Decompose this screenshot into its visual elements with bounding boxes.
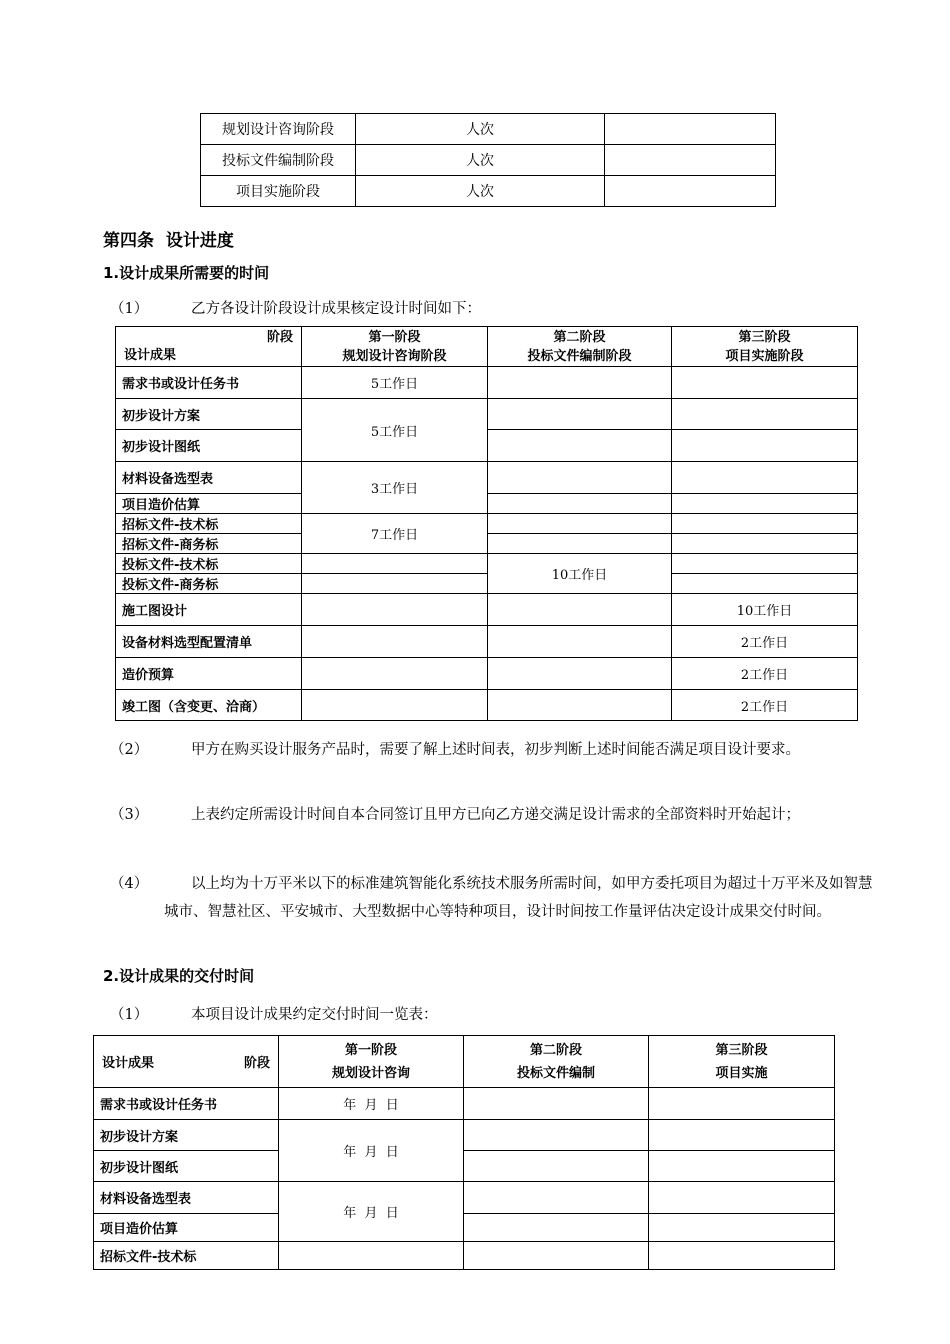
row-label: 设备材料选型配置清单	[116, 626, 302, 658]
section1-item1	[110, 295, 875, 323]
stage-unit: 人次	[356, 176, 605, 207]
date-field: 年 月 日	[279, 1120, 464, 1182]
item-number: （1）	[110, 1007, 149, 1023]
item-number: （4）	[110, 876, 149, 892]
section2-title: 2.设计成果的交付时间	[103, 967, 255, 985]
cell-duration: 2工作日	[672, 626, 858, 658]
delivery-time-table	[93, 1035, 835, 1270]
row-label: 初步设计方案	[116, 399, 302, 430]
row-label: 投标文件-商务标	[116, 574, 302, 594]
corner-result-label: 设计成果	[124, 347, 177, 363]
item-text: 上表约定所需设计时间自本合同签订且甲方已向乙方递交满足设计需求的全部资料时开始起计；	[191, 807, 800, 823]
section1-item4	[110, 870, 875, 954]
item-number: （3）	[110, 807, 149, 823]
corner-result-label: 设计成果	[102, 1056, 155, 1071]
row-label: 竣工图（含变更、洽商）	[116, 690, 302, 721]
row-label: 招标文件-技术标	[94, 1242, 279, 1270]
row-label: 施工图设计	[116, 594, 302, 626]
date-field: 年 月 日	[279, 1088, 464, 1120]
item-text: 以上均为十万平米以下的标准建筑智能化系统技术服务所需时间，如甲方委托项目为超过十万平米及如智慧城市、智慧社区、平安城市、大型数据中心等特种项目，设计时间按工作量评估决定设计成果交付时间。	[164, 876, 873, 920]
row-label: 造价预算	[116, 658, 302, 690]
cell-duration: 2工作日	[672, 690, 858, 721]
row-label: 需求书或设计任务书	[94, 1088, 279, 1120]
section1-title: 1.设计成果所需要的时间	[103, 264, 270, 282]
cell-duration: 10工作日	[488, 554, 672, 594]
row-label: 项目造价估算	[94, 1214, 279, 1242]
date-field: 年 月 日	[279, 1182, 464, 1242]
cell-duration: 5工作日	[302, 399, 488, 462]
section2-item1	[110, 1001, 875, 1029]
row-label: 材料设备选型表	[94, 1182, 279, 1214]
cell-duration: 2工作日	[672, 658, 858, 690]
stage-unit: 人次	[356, 114, 605, 145]
stage-name: 项目实施阶段	[201, 176, 356, 207]
row-label: 材料设备选型表	[116, 462, 302, 494]
design-time-table	[115, 326, 858, 721]
column-header-stage2: 第二阶段 投标文件编制	[464, 1036, 649, 1088]
row-label: 初步设计方案	[94, 1120, 279, 1151]
row-label: 需求书或设计任务书	[116, 367, 302, 399]
column-header-stage1: 第一阶段 规划设计咨询	[279, 1036, 464, 1088]
stage-name: 投标文件编制阶段	[201, 145, 356, 176]
item-number: （1）	[110, 301, 149, 317]
stage-name: 规划设计咨询阶段	[201, 114, 356, 145]
stage-value	[605, 145, 776, 176]
section1-item3	[110, 801, 875, 857]
item-text: 本项目设计成果约定交付时间一览表：	[191, 1007, 438, 1023]
stage-value	[605, 176, 776, 207]
corner-header	[116, 327, 302, 367]
row-label: 招标文件-技术标	[116, 514, 302, 534]
row-label: 投标文件-技术标	[116, 554, 302, 574]
corner-header	[94, 1036, 279, 1088]
column-header-stage1: 第一阶段 规划设计咨询阶段	[302, 327, 488, 367]
cell-duration: 3工作日	[302, 462, 488, 514]
corner-stage-label: 阶段	[266, 329, 293, 345]
corner-stage-label: 阶段	[243, 1056, 270, 1071]
item-text: 乙方各设计阶段设计成果核定设计时间如下：	[191, 301, 481, 317]
row-label: 项目造价估算	[116, 494, 302, 514]
column-header-stage3: 第三阶段 项目实施阶段	[672, 327, 858, 367]
column-header-stage3: 第三阶段 项目实施	[649, 1036, 835, 1088]
column-header-stage2: 第二阶段 投标文件编制阶段	[488, 327, 672, 367]
cell-duration: 7工作日	[302, 514, 488, 554]
cell-duration: 10工作日	[672, 594, 858, 626]
row-label: 初步设计图纸	[94, 1151, 279, 1182]
article-title: 第四条 设计进度	[103, 231, 234, 251]
item-text: 甲方在购买设计服务产品时，需要了解上述时间表，初步判断上述时间能否满足项目设计要求。	[191, 742, 800, 758]
stage-unit: 人次	[356, 145, 605, 176]
section1-item2	[110, 736, 875, 792]
row-label: 初步设计图纸	[116, 430, 302, 462]
item-number: （2）	[110, 742, 149, 758]
stage-personnel-table	[200, 113, 776, 207]
row-label: 招标文件-商务标	[116, 534, 302, 554]
cell-duration: 5工作日	[302, 367, 488, 399]
stage-value	[605, 114, 776, 145]
